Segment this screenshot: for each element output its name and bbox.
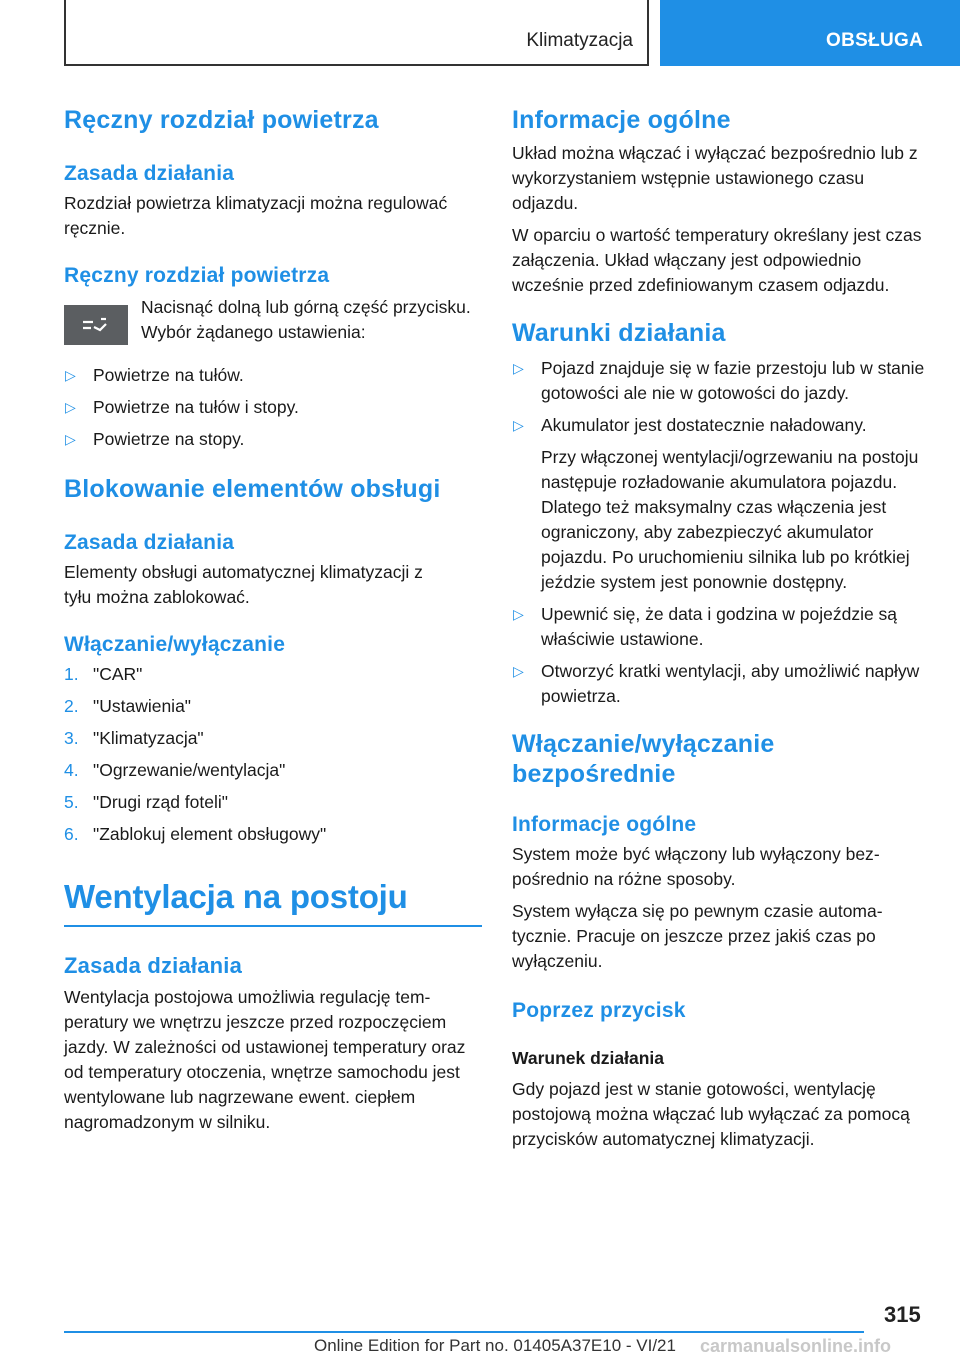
triangle-bullet-icon: ▷	[513, 663, 524, 679]
triangle-bullet-icon: ▷	[513, 360, 524, 376]
watermark: carmanualsonline.info	[700, 1336, 892, 1356]
steps-list	[64, 662, 482, 847]
triangle-bullet-icon: ▷	[65, 399, 76, 415]
triangle-bullet-icon: ▷	[513, 606, 524, 622]
button-instruction	[64, 295, 482, 345]
list-item: 5. "Drugi rząd foteli"	[64, 790, 482, 815]
triangle-bullet-icon: ▷	[513, 417, 524, 433]
heading-principle-3: Zasada działania	[64, 953, 243, 978]
step-text: "Ustawienia"	[93, 696, 192, 716]
chapter-title: Wentylacja na postoju	[64, 877, 482, 927]
heading-principle: Zasada działania	[64, 162, 235, 185]
list-item	[64, 395, 482, 420]
footer-divider	[64, 1331, 864, 1333]
list-item	[512, 356, 930, 406]
options-list	[64, 363, 482, 452]
list-item	[64, 427, 482, 452]
header-section-box	[64, 0, 649, 66]
list-item	[512, 602, 930, 652]
heading-manual-distribution-2: Ręczny rozdział powietrza	[64, 264, 330, 287]
condition-text: Pojazd znajduje się w fazie przestoju lub w stanie gotowości ale nie w gotowości do jazdy.	[541, 358, 925, 403]
heading-general-info-2: Informacje ogólne	[512, 813, 697, 836]
heading-via-button: Poprzez przycisk	[512, 999, 686, 1022]
heading-conditions: Warunki działania	[512, 319, 726, 347]
option-text: Powietrze na tułów.	[93, 365, 244, 385]
header-chapter-label: OBSŁUGA	[826, 30, 924, 51]
condition-text: Upewnić się, że data i godzina w pojeździe są właściwie ustawione.	[541, 604, 898, 649]
conditions-list	[512, 356, 930, 709]
heading-principle-2: Zasada działania	[64, 531, 235, 554]
text-press-button: Nacisnąć dolną lub górną część przycisku. Wybór żądanego ustawienia:	[141, 297, 471, 342]
heading-direct-line-1: Włączanie/wyłączanie	[512, 730, 775, 758]
condition-text: Akumulator jest dostatecznie naładowany.	[541, 415, 867, 435]
heading-direct-on-off	[512, 727, 930, 791]
condition-label: Warunek działania	[512, 1048, 665, 1068]
text-principle: Rozdział powietrza klimatyzacji można regulować ręcznie.	[64, 193, 448, 238]
list-item: 1. "CAR"	[64, 662, 482, 687]
condition-text: Otworzyć kratki wentylacji, aby umożliwić napływ powietrza.	[541, 661, 920, 706]
heading-on-off: Włączanie/wyłączanie	[64, 633, 286, 656]
air-distribution-icon	[64, 305, 128, 345]
step-text: "Zablokuj element obsługowy"	[93, 824, 327, 844]
heading-lock-controls: Blokowanie elementów obsługi	[64, 475, 441, 503]
left-column	[64, 100, 482, 1135]
list-item	[64, 363, 482, 388]
option-text: Powietrze na stopy.	[93, 429, 245, 449]
footer-edition: Online Edition for Part no. 01405A37E10 - VI/21	[314, 1336, 676, 1355]
page-number: 315	[884, 1302, 921, 1327]
text-general-info-2: W oparciu o wartość temperatury określany jest czas załączenia. Układ włączany jest odpowiednio wcześnie przed zdefiniowanym czasem odjazdu.	[512, 225, 922, 295]
heading-direct-line-2: bezpośrednie	[512, 760, 676, 788]
text-via-button: Gdy pojazd jest w stanie gotowości, wentylację postojową można włączać lub wyłączać za pomocą przycisków automatycznej klimatyzacji.	[512, 1079, 910, 1149]
list-item	[512, 659, 930, 709]
triangle-bullet-icon: ▷	[65, 367, 76, 383]
step-text: "Ogrzewanie/wentylacja"	[93, 760, 286, 780]
text-direct-1: System może być włączony lub wyłączony bezpośrednio na różne sposoby.	[512, 844, 880, 889]
text-direct-2: System wyłącza się po pewnym czasie automatycznie. Pracuje on jeszcze przez jakiś czas po wyłączeniu.	[512, 901, 883, 971]
text-general-info-1: Układ można włączać i wyłączać bezpośrednio lub z wykorzystaniem wstępnie ustawionego czasu odjazdu.	[512, 143, 918, 213]
list-item: 6. "Zablokuj element obsługowy"	[64, 822, 482, 847]
list-item: 3. "Klimatyzacja"	[64, 726, 482, 751]
list-item: 4. "Ogrzewanie/wentylacja"	[64, 758, 482, 783]
text-principle-2: Elementy obsługi automatycznej klimatyzacji z tyłu można zablokować.	[64, 562, 423, 607]
right-column	[512, 100, 930, 1152]
heading-manual-distribution: Ręczny rozdział powietrza	[64, 106, 379, 134]
step-text: "Klimatyzacja"	[93, 728, 204, 748]
option-text: Powietrze na tułów i stopy.	[93, 397, 299, 417]
condition-note: Przy włączonej wentylacji/ogrzewaniu na postoju następuje rozładowanie akumulatora pojazdu. Dlatego też maksymalny czas włączenia jest ograniczony, aby zabezpieczyć akumulator pojazdu. Po uruchomieniu silnika lub po krótkiej jeździe system jest ponownie dostępny.	[541, 447, 919, 592]
heading-general-info: Informacje ogólne	[512, 106, 731, 134]
step-text: "Drugi rząd foteli"	[93, 792, 228, 812]
header-chapter-tab	[660, 0, 960, 66]
header-section-title: Klimatyzacja	[526, 30, 633, 51]
step-text: "CAR"	[93, 664, 143, 684]
triangle-bullet-icon: ▷	[65, 431, 76, 447]
list-item: 2. "Ustawienia"	[64, 694, 482, 719]
list-item	[512, 413, 930, 438]
text-principle-3: Wentylacja postojowa umożliwia regulację temperatury we wnętrzu jeszcze przed rozpoczęciem jazdy. W zależności od ustawionej temperatury oraz od temperatury otoczenia, wnętrze samochodu jest wentylowane lub nagrzewane ewent. ciepłem nagromadzonym w silniku.	[64, 987, 466, 1132]
